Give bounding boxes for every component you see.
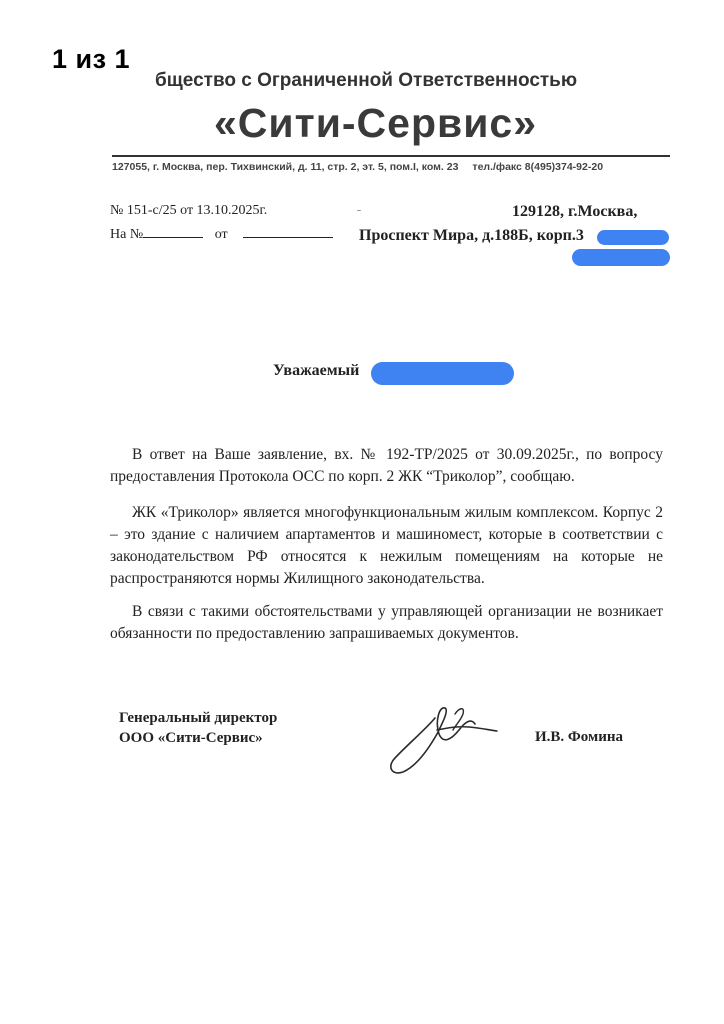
reply-date-label: от	[214, 227, 228, 242]
redaction-address-line	[572, 249, 670, 266]
company-address-line	[112, 161, 603, 173]
signer-position: Генеральный директор	[119, 710, 278, 726]
company-phone: тел./факс 8(495)374-92-20	[472, 161, 604, 173]
reply-number-blank	[143, 225, 203, 238]
recipient-street: Проспект Мира, д.188Б, корп.3	[359, 227, 584, 244]
redaction-recipient-name	[371, 362, 514, 385]
body-paragraph-2: ЖК «Триколор» является многофункциональным жилым комплексом. Корпус 2 – это здание с наличием апартаментов и машиномест, которые в соответствии с законодательством РФ относятся к нежилым помещениям на которые не распространяются нормы Жилищного законодательства.	[110, 504, 663, 587]
body-paragraph-3: В связи с такими обстоятельствами у управляющей организации не возникает обязанности по предоставлению запрашиваемых документов.	[110, 603, 663, 642]
greeting: Уважаемый	[273, 362, 360, 379]
signer-name: И.В. Фомина	[535, 729, 624, 745]
signer-title	[119, 708, 277, 748]
redaction-address-part	[597, 230, 669, 245]
outgoing-reference: № 151-с/25 от 13.10.2025г.	[110, 203, 268, 218]
reply-to-label: На №	[110, 227, 144, 242]
reply-date-blank	[243, 225, 333, 238]
scan-mark: ˉ	[357, 206, 361, 220]
signer-organization: ООО «Сити-Сервис»	[119, 730, 263, 746]
recipient-city: 129128, г.Москва,	[512, 203, 638, 220]
handwritten-signature	[385, 700, 505, 780]
body-paragraph-1: В ответ на Ваше заявление, вх. № 192-ТР/2025 от 30.09.2025г., по вопросу предоставления Протокола ОСС по корп. 2 ЖК “Триколор”, сообщаю.	[110, 446, 663, 485]
letterhead-divider	[112, 155, 670, 157]
reply-reference-line	[110, 225, 333, 243]
company-name-heading: «Сити-Сервис»	[214, 100, 538, 146]
page-counter: 1 из 1	[52, 44, 131, 74]
company-address: 127055, г. Москва, пер. Тихвинский, д. 11, стр. 2, эт. 5, пом.I, ком. 23	[112, 161, 459, 173]
organization-type-line: бщество с Ограниченной Ответственностью	[155, 70, 578, 91]
